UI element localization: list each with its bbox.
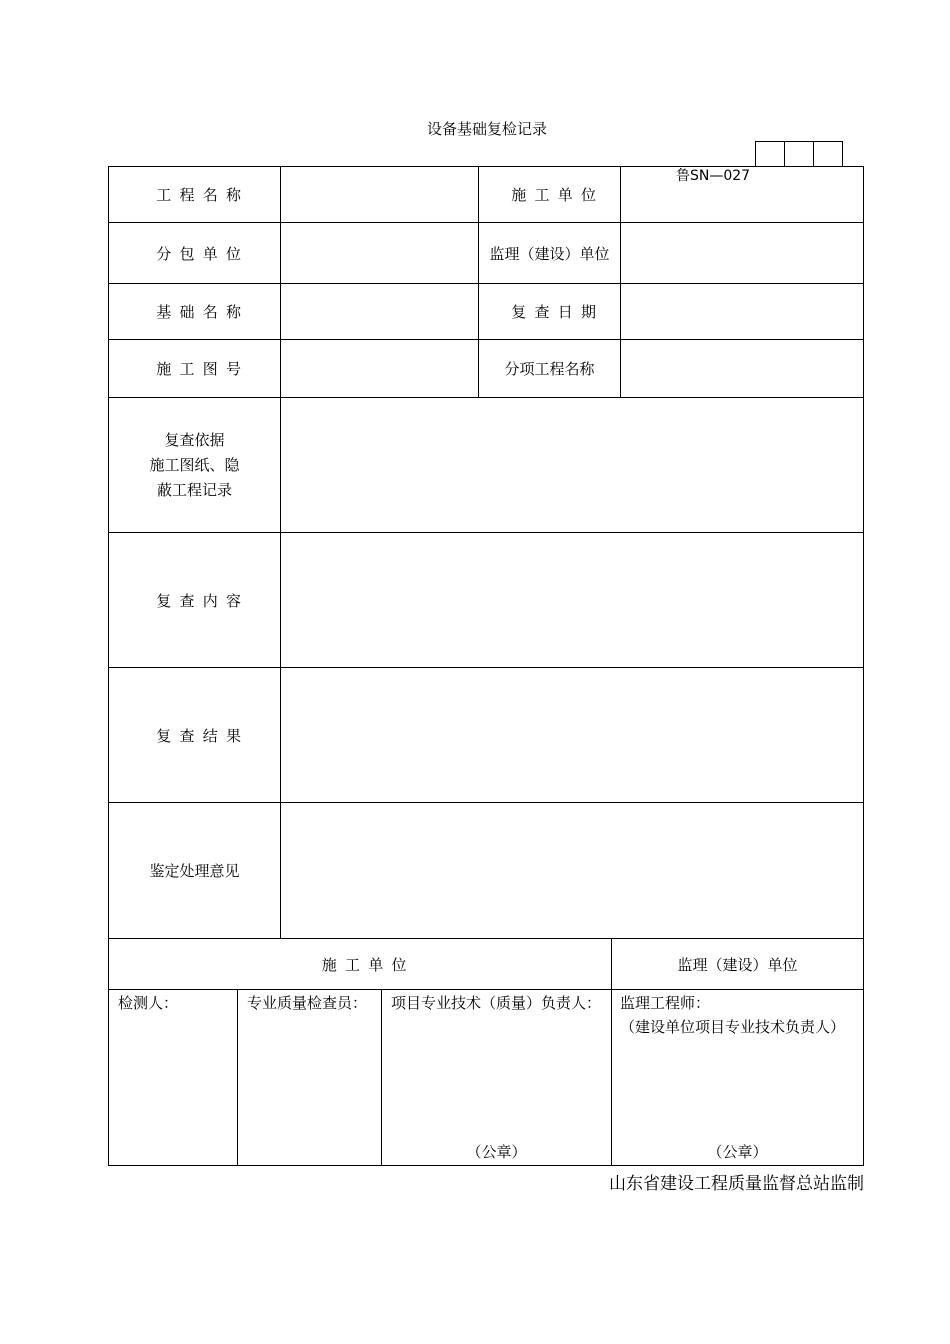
- subcontract-unit-field[interactable]: [281, 223, 478, 283]
- opinion-field[interactable]: [281, 803, 863, 938]
- code-box-divider: [813, 141, 814, 166]
- construction-unit-field[interactable]: [621, 180, 863, 222]
- content-field[interactable]: [281, 533, 863, 667]
- subcontract-unit-label: 分包单位: [156, 244, 250, 263]
- opinion-label: 鉴定处理意见: [149, 862, 240, 880]
- project-name-label: 工程名称: [156, 186, 250, 204]
- form-code: 鲁SN—027: [676, 168, 751, 184]
- result-field[interactable]: [281, 668, 863, 802]
- construction-unit-header: 施工单位: [321, 955, 415, 974]
- drawing-no-field[interactable]: [281, 340, 478, 397]
- code-box-divider: [784, 141, 785, 166]
- basis-label-line: 复查依据: [164, 430, 225, 449]
- construction-seal: （公章）: [466, 1143, 527, 1161]
- supervisor-signature[interactable]: [620, 991, 845, 1039]
- subitem-name-field[interactable]: [621, 340, 863, 397]
- code-box-group: [755, 141, 843, 166]
- drawing-no-label: 施工图号: [156, 360, 250, 378]
- basis-label-line: 蔽工程记录: [156, 480, 232, 499]
- recheck-date-field[interactable]: [621, 284, 863, 339]
- supervision-unit-label: 监理（建设）单位: [489, 244, 610, 263]
- quality-inspector-signature[interactable]: 专业质量检查员：: [247, 994, 368, 1012]
- supervision-unit-field[interactable]: [621, 223, 863, 283]
- footer-issuer: 山东省建设工程质量监督总站监制: [609, 1174, 864, 1194]
- supervisor-line: （建设单位项目专业技术负责人）: [620, 1018, 846, 1036]
- inspector-signature[interactable]: 检测人：: [118, 994, 179, 1012]
- tech-lead-signature[interactable]: 项目专业技术（质量）负责人：: [391, 994, 602, 1012]
- supervision-unit-header: 监理（建设）单位: [677, 955, 798, 974]
- document-title: 设备基础复检记录: [426, 120, 547, 138]
- recheck-date-label: 复查日期: [511, 303, 605, 321]
- subitem-name-label: 分项工程名称: [504, 360, 595, 378]
- basis-label-line: 施工图纸、隐: [149, 455, 240, 474]
- content-label: 复查内容: [156, 591, 250, 610]
- basis-label: [109, 398, 280, 532]
- construction-unit-label: 施工单位: [511, 186, 605, 204]
- foundation-name-label: 基础名称: [156, 303, 250, 321]
- supervisor-line: 监理工程师：: [620, 994, 711, 1012]
- basis-field[interactable]: [281, 398, 863, 532]
- foundation-name-field[interactable]: [281, 284, 478, 339]
- result-label: 复查结果: [156, 726, 250, 745]
- project-name-field[interactable]: [281, 167, 478, 222]
- supervision-seal: （公章）: [707, 1143, 768, 1161]
